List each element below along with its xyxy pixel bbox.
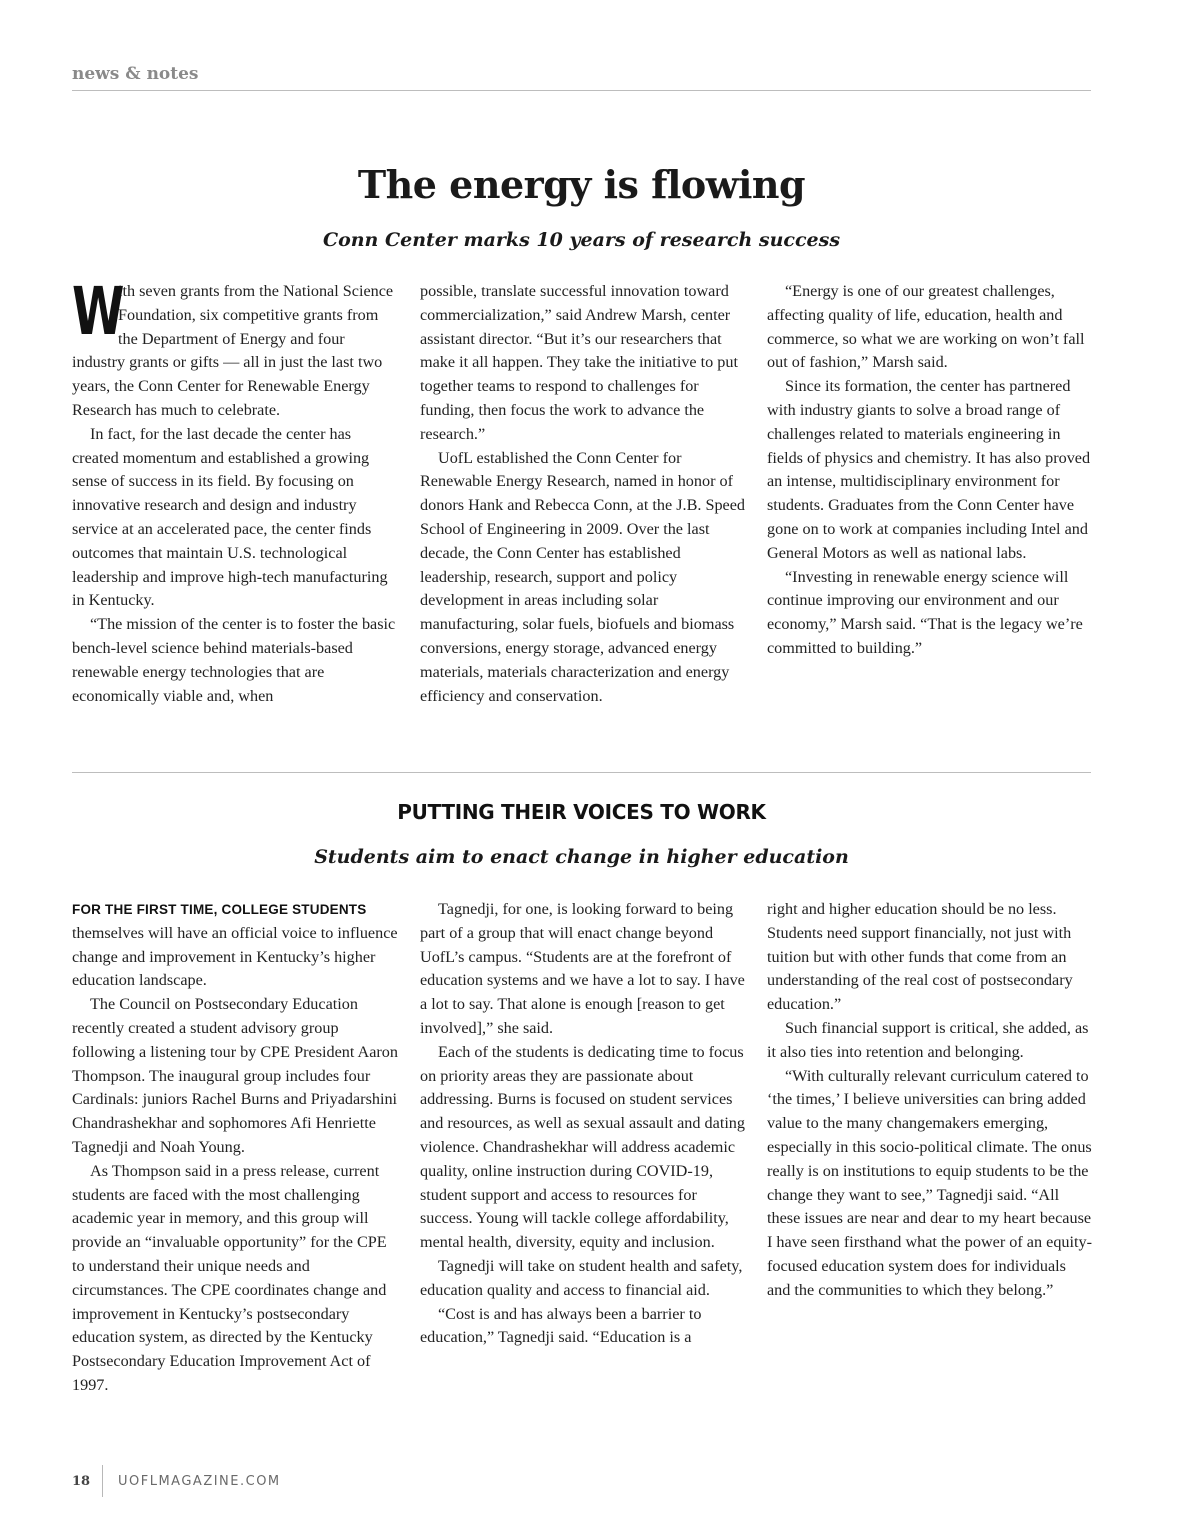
article1-paragraph-text: ith seven grants from the National Science Foundation, six competitive grants from the Department of Energy and four industry grants or gifts — all in just the last two years, the Conn Center for Renewable Energy Research has much to celebrate. bbox=[72, 282, 394, 419]
article1-paragraph: “Energy is one of our greatest challenges, affecting quality of life, education, health and commerce, so what we are working on won’t fall out of fashion,” Marsh said. bbox=[767, 282, 1085, 372]
article2-column-3 bbox=[767, 898, 1093, 1303]
article2-subtitle: Students aim to enact change in higher education bbox=[314, 846, 849, 868]
article2-paragraph: Tagnedji, for one, is looking forward to being part of a group that will enact change beyond UofL’s campus. “Students are at the forefront of education systems and we have a lot to say. I have a lot to say. That alone is enough [reason to get involved],” she said. bbox=[420, 900, 745, 1037]
page-number: 18 bbox=[72, 1474, 91, 1489]
article2-paragraph-text: themselves will have an official voice to influence change and improvement in Kentucky’s higher education landscape. bbox=[72, 923, 398, 990]
article1-paragraph: possible, translate successful innovation toward commercialization,” said Andrew Marsh, center assistant director. “But it’s our researchers that make it all happen. They take the initiative to put together teams to respond to challenges for funding, then focus the work to advance the research.” bbox=[420, 282, 738, 443]
section-label: news & notes bbox=[72, 64, 199, 84]
section-divider bbox=[72, 772, 1091, 773]
website-link[interactable]: UOFLMAGAZINE.COM bbox=[118, 1474, 281, 1489]
footer-divider bbox=[102, 1465, 103, 1497]
article1-column-2 bbox=[420, 280, 746, 708]
article2-paragraph: Each of the students is dedicating time to focus on priority areas they are passionate about addressing. Burns is focused on student services and resources, as well as sexual assault and dating violence. Chandrashekhar will address academic quality, online instruction during COVID-19, student support and access to resources for success. Young will tackle college affordability, mental health, diversity, equity and inclusion. bbox=[420, 1042, 745, 1252]
article1-paragraph: Since its formation, the center has partnered with industry giants to solve a broad range of challenges related to materials engineering in fields of physics and chemistry. It has also proved an intense, multidisciplinary environment for students. Graduates from the Conn Center have gone on to work at companies including Intel and General Motors as well as national labs. bbox=[767, 377, 1091, 562]
article2-paragraph bbox=[72, 898, 398, 993]
article2-paragraph: Tagnedji will take on student health and safety, education quality and access to financial aid. bbox=[420, 1256, 743, 1299]
article2-paragraph: As Thompson said in a press release, current students are faced with the most challenging academic year in memory, and this group will provide an “invaluable opportunity” for the CPE to understand their unique needs and circumstances. The CPE coordinates change and improvement in Kentucky’s postsecondary education system, as directed by the Kentucky Postsecondary Education Improvement Act of 1997. bbox=[72, 1161, 387, 1394]
article2-paragraph: “Cost is and has always been a barrier to education,” Tagnedji said. “Education is a bbox=[420, 1304, 702, 1347]
article2-paragraph: right and higher education should be no less. Students need support financially, not just with tuition but with other funds that come from an understanding of the real cost of postsecondary education.” bbox=[767, 900, 1073, 1014]
article2-paragraph: Such financial support is critical, she added, as it also ties into retention and belonging. bbox=[767, 1018, 1089, 1061]
drop-cap: W bbox=[72, 273, 125, 350]
lead-in: FOR THE FIRST TIME, COLLEGE STUDENTS bbox=[72, 902, 367, 917]
article2-column-2 bbox=[420, 898, 746, 1350]
top-divider bbox=[72, 90, 1091, 91]
article1-column-1 bbox=[72, 273, 398, 708]
article1-paragraph: In fact, for the last decade the center has created momentum and established a growing sense of success in its field. By focusing on innovative research and design and industry service at an accelerated pace, the center finds outcomes that maintain U.S. technological leadership and improve high-tech manufacturing in Kentucky. bbox=[72, 424, 388, 610]
article2-paragraph: The Council on Postsecondary Education recently created a student advisory group following a listening tour by CPE President Aaron Thompson. The inaugural group includes four Cardinals: juniors Rachel Burns and Priyadarshini Chandrashekhar and sophomores Afi Henriette Tagnedji and Noah Young. bbox=[72, 995, 398, 1156]
article1-paragraph: UofL established the Conn Center for Renewable Energy Research, named in honor of donors Hank and Rebecca Conn, at the J.B. Speed School of Engineering in 2009. Over the last decade, the Conn Center has established leadership, research, support and policy development in areas including solar manufacturing, solar fuels, biofuels and biomass conversions, energy storage, advanced energy materials, materials characterization and energy efficiency and conservation. bbox=[420, 448, 746, 705]
article1-subtitle: Conn Center marks 10 years of research success bbox=[322, 229, 841, 251]
article1-column-3 bbox=[767, 280, 1093, 661]
article1-title: The energy is flowing bbox=[357, 162, 806, 207]
article1-paragraph: “Investing in renewable energy science will continue improving our environment and our economy,” Marsh said. “That is the legacy we’re committed to building.” bbox=[767, 567, 1083, 657]
article2-paragraph: “With culturally relevant curriculum catered to ‘the times,’ I believe universities can bring added value to the many changemakers emerging, especially in this socio-political climate. The onus really is on institutions to equip students to be the change they want to see,” Tagnedji said. “All these issues are near and dear to my heart because I have seen firsthand what the power of an equity-focused education system does for individuals and the communities to which they belong.” bbox=[767, 1066, 1092, 1299]
article2-title: PUTTING THEIR VOICES TO WORK bbox=[397, 800, 766, 824]
article1-paragraph: “The mission of the center is to foster the basic bench-level science behind materials-based renewable energy technologies that are economically viable and, when bbox=[72, 615, 396, 705]
article2-column-1 bbox=[72, 898, 398, 1398]
article1-paragraph bbox=[72, 273, 398, 423]
